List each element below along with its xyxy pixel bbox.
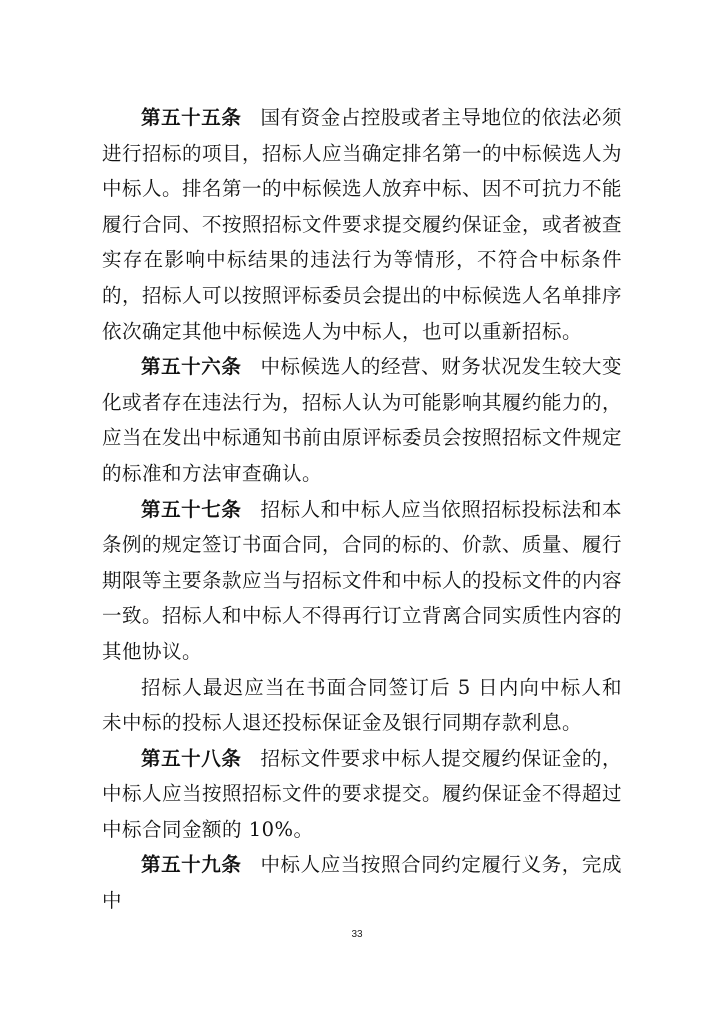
article-text: 国有资金占控股或者主导地位的依法必须进行招标的项目，招标人应当确定排名第一的中标候选人为中标人。排名第一的中标候选人放弃中标、因不可抗力不能履行合同、不按照招标文件要求提交履约保证金，或者被查实存在影响中标结果的违法行为等情形，不符合中标条件的，招标人可以按照评标委员会提出的中标候选人名单排序依次确定其他中标候选人为中标人，也可以重新招标。	[102, 106, 623, 343]
article-57	[102, 492, 622, 670]
article-55	[102, 100, 622, 349]
article-title: 第五十六条	[141, 355, 242, 379]
article-title: 第五十九条	[141, 853, 242, 877]
article-text: 招标文件要求中标人提交履约保证金的，中标人应当按照招标文件的要求提交。履约保证金不得超过中标合同金额的 10%。	[102, 746, 623, 841]
article-text: 招标人和中标人应当依照招标投标法和本条例的规定签订书面合同，合同的标的、价款、质量、履行期限等主要条款应当与招标文件和中标人的投标文件的内容一致。招标人和中标人不得再行订立背离合同实质性内容的其他协议。	[102, 497, 623, 663]
article-title: 第五十七条	[141, 497, 242, 521]
article-58	[102, 741, 622, 848]
article-57-paragraph-2	[102, 670, 622, 741]
document-body	[102, 100, 622, 919]
page-number: 33	[351, 929, 363, 940]
article-title: 第五十八条	[141, 746, 242, 770]
article-title: 第五十五条	[141, 106, 242, 129]
article-56	[102, 349, 622, 491]
article-text: 招标人最迟应当在书面合同签订后 5 日内向中标人和未中标的投标人退还投标保证金及银行同期存款利息。	[102, 675, 622, 735]
article-text: 中标候选人的经营、财务状况发生较大变化或者存在违法行为，招标人认为可能影响其履约能力的，应当在发出中标通知书前由原评标委员会按照招标文件规定的标准和方法审查确认。	[102, 355, 623, 485]
article-59	[102, 847, 622, 918]
article-text: 中标人应当按照合同约定履行义务，完成中	[102, 853, 622, 913]
